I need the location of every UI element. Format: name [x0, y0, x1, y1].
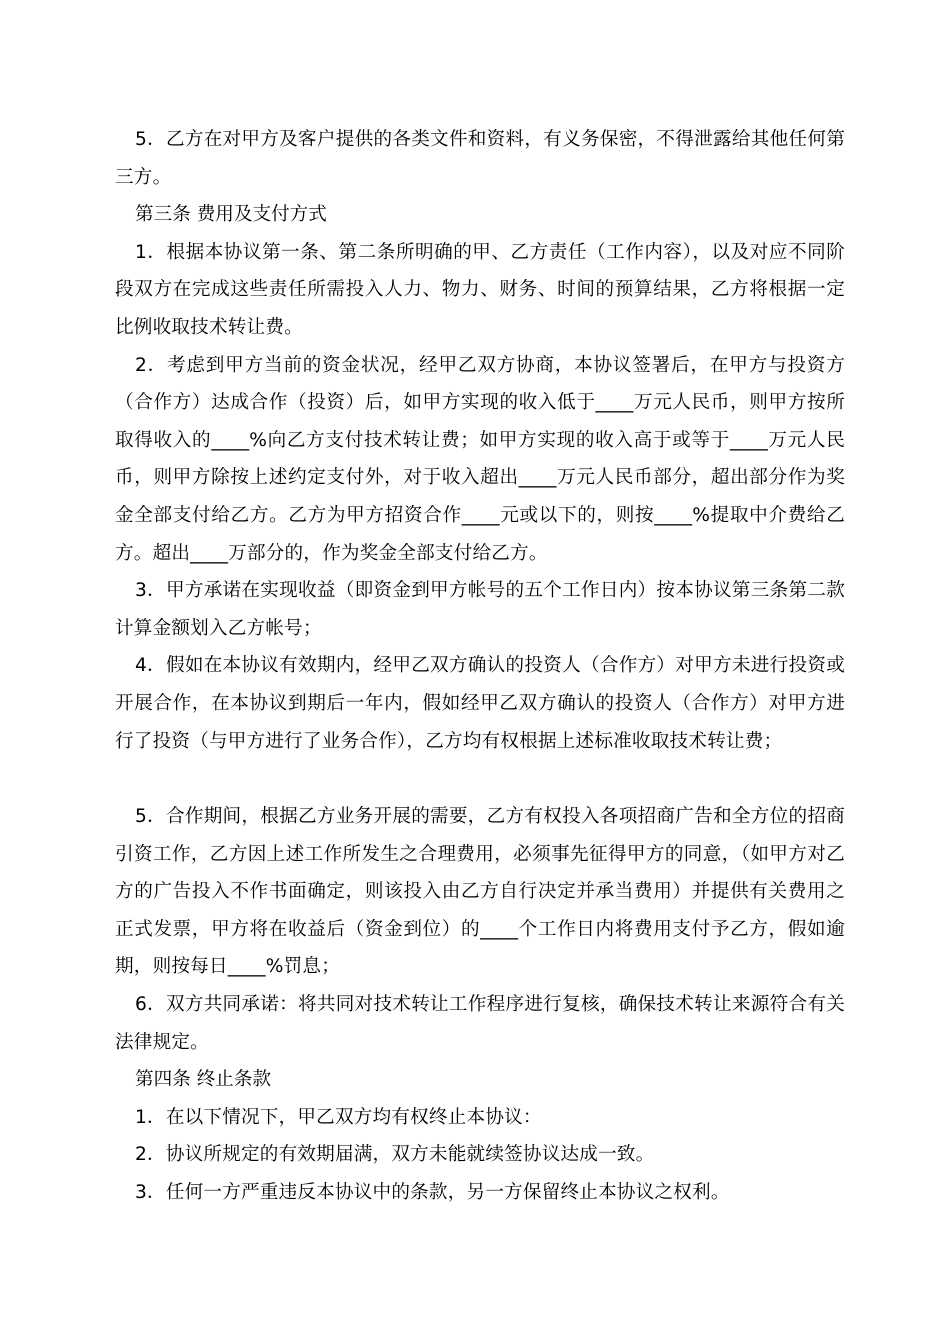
blank-line [115, 760, 845, 798]
section-3-heading: 第三条 费用及支付方式 [135, 204, 327, 226]
section-3-item-6: 6．双方共同承诺：将共同对技术转让工作程序进行复核，确保技术转让来源符合有关法律规定。 [115, 994, 845, 1053]
section-3-item-1: 1．根据本协议第一条、第二条所明确的甲、乙方责任（工作内容），以及对应不同阶段双方在完成这些责任所需投入人力、物力、财务、时间的预算结果，乙方将根据一定比例收取技术转让费。 [115, 241, 845, 338]
section-4-item-1: 1．在以下情况下，甲乙双方均有权终止本协议： [135, 1106, 542, 1128]
clause-confidentiality: 5．乙方在对甲方及客户提供的各类文件和资料，有义务保密，不得泄露给其他任何第三方。 [115, 129, 845, 188]
section-4-heading: 第四条 终止条款 [135, 1069, 272, 1091]
section-3-item-2: 2．考虑到甲方当前的资金状况，经甲乙双方协商，本协议签署后，在甲方与投资方（合作方）达成合作（投资）后，如甲方实现的收入低于____万元人民币，则甲方按所取得收入的____%向乙方支付技术转让费；如甲方实现的收入高于或等于____万元人民币，则甲方除按上述约定支付外，对于收入超出____万元人民币部分，超出部分作为奖金全部支付给乙方。乙方为甲方招资合作____元或以下的，则按____%提取中介费给乙方。超出____万部分的，作为奖金全部支付给乙方。 [115, 354, 845, 564]
document-page [115, 121, 845, 1212]
section-4-item-2: 2．协议所规定的有效期届满，双方未能就续签协议达成一致。 [135, 1144, 655, 1166]
section-4-item-3: 3．任何一方严重违反本协议中的条款，另一方保留终止本协议之权利。 [135, 1182, 730, 1204]
section-3-item-4: 4．假如在本协议有效期内，经甲乙双方确认的投资人（合作方）对甲方未进行投资或开展合作，在本协议到期后一年内，假如经甲乙双方确认的投资人（合作方）对甲方进行了投资（与甲方进行了业务合作），乙方均有权根据上述标准收取技术转让费； [115, 655, 845, 752]
section-3-item-3: 3．甲方承诺在实现收益（即资金到甲方帐号的五个工作日内）按本协议第三条第二款计算金额划入乙方帐号； [115, 580, 845, 639]
section-3-item-5: 5．合作期间，根据乙方业务开展的需要，乙方有权投入各项招商广告和全方位的招商引资工作，乙方因上述工作所发生之合理费用，必须事先征得甲方的同意，（如甲方对乙方的广告投入不作书面确定，则该投入由乙方自行决定并承当费用）并提供有关费用之正式发票，甲方将在收益后（资金到位）的____个工作日内将费用支付予乙方，假如逾期，则按每日____%罚息； [115, 806, 845, 978]
